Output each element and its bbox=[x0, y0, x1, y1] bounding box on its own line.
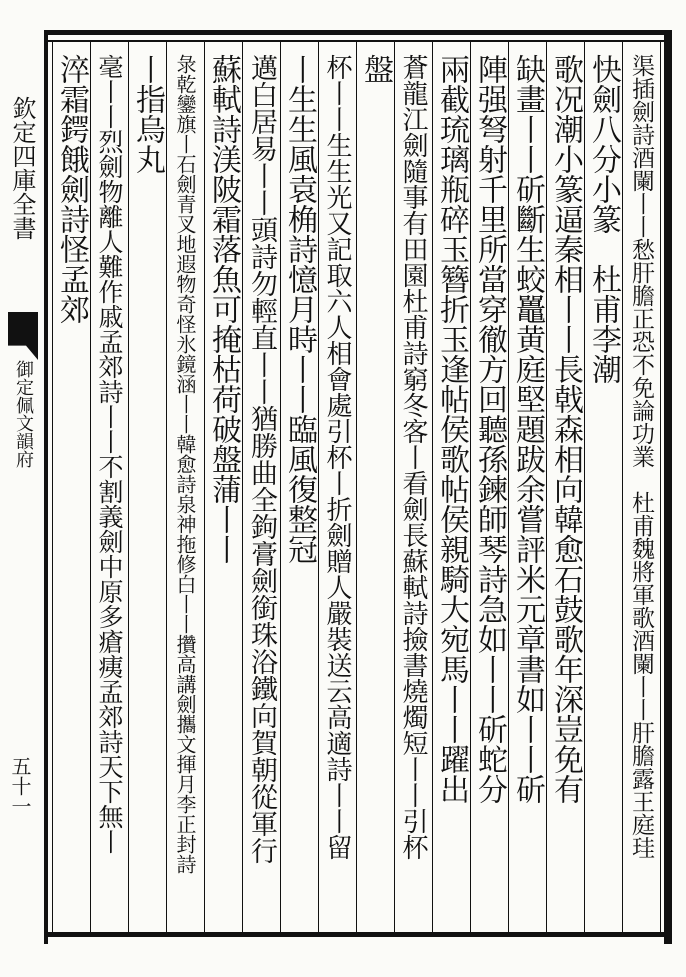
column-divider bbox=[204, 42, 205, 932]
right-border bbox=[664, 30, 672, 944]
fish-tail-mark-icon bbox=[8, 312, 38, 360]
text-column: 丨生生風袁桷詩憶月時丨丨臨風復整冠 bbox=[282, 54, 317, 564]
column-divider bbox=[90, 42, 91, 932]
text-column: 丨指烏丸 bbox=[130, 54, 165, 174]
margin-strip bbox=[0, 30, 48, 944]
text-column: 快劍八分小篆 杜甫李潮 bbox=[586, 54, 621, 384]
text-column: 蘇軾詩渼陂霜落魚可掩枯荷破盤蒲丨丨 bbox=[206, 54, 241, 564]
column-divider bbox=[660, 42, 661, 932]
column-divider bbox=[394, 42, 395, 932]
text-column: 兩截琉璃瓶碎玉簪折玉逢帖侯歌帖侯親騎大宛馬丨丨躍出 bbox=[434, 54, 469, 804]
column-divider bbox=[432, 42, 433, 932]
book-subtitle: 御定佩文韻府 bbox=[13, 360, 34, 468]
text-column: 毫丨丨烈劍物離人難作戚孟郊詩丨丨不割義劍中原多瘡痍孟郊詩天下無丨 bbox=[95, 54, 124, 854]
top-border bbox=[44, 30, 672, 35]
book-title: 欽定四庫全書 bbox=[8, 96, 36, 240]
column-divider bbox=[508, 42, 509, 932]
column-divider bbox=[318, 42, 319, 932]
text-column: 淬霜鍔餓劍詩怪孟郊 bbox=[54, 54, 89, 324]
column-divider bbox=[470, 42, 471, 932]
column-divider bbox=[584, 42, 585, 932]
text-column: 彔乾鑾旗丨石劍青叉地遐物奇怪氷鏡涵丨丨韓愈詩泉神拖修白丨丨攢高講劍攜文揮月李正封詩 bbox=[173, 54, 197, 874]
text-column: 盤 bbox=[358, 54, 393, 84]
column-divider bbox=[280, 42, 281, 932]
text-column: 邁白居易丨丨頭詩勿輕直丨丨猶勝曲全鉤膏劍銜珠浴鐵向賀朝從軍行 bbox=[246, 54, 277, 864]
column-divider bbox=[546, 42, 547, 932]
text-column: 缺畫丨丨斫斷生蛟鼉黄庭堅題跋余嘗評米元章書如丨丨斫 bbox=[510, 54, 545, 804]
column-divider bbox=[356, 42, 357, 932]
column-divider bbox=[128, 42, 129, 932]
page-number: 五十一 bbox=[8, 756, 32, 816]
column-divider bbox=[242, 42, 243, 932]
text-column: 歌况潮小篆逼秦相丨丨長戟森相向韓愈石鼓歌年深豈免有 bbox=[548, 54, 583, 804]
column-divider bbox=[166, 42, 167, 932]
text-column: 渠插劍詩酒闌丨丨愁肝膽正恐不免論功業 杜甫魏將軍歌酒闌丨丨肝膽露王庭珪 bbox=[628, 54, 654, 859]
column-divider bbox=[52, 42, 53, 932]
column-divider bbox=[622, 42, 623, 932]
top-inner-border bbox=[44, 40, 672, 42]
text-column: 蒼龍江劍隨事有田園杜甫詩窮冬客丨看劍長蘇軾詩撿書燒燭短丨丨引杯 bbox=[398, 54, 428, 860]
bottom-border bbox=[44, 932, 672, 937]
text-column: 陣强弩射千里所當穿徹方回聽孫鍊師琴詩急如丨丨斫蛇分 bbox=[472, 54, 507, 804]
text-column: 杯丨丨生生光又記取六人相會處引杯丨折劍贈人嚴裝送云高適詩丨丨留 bbox=[322, 54, 352, 860]
